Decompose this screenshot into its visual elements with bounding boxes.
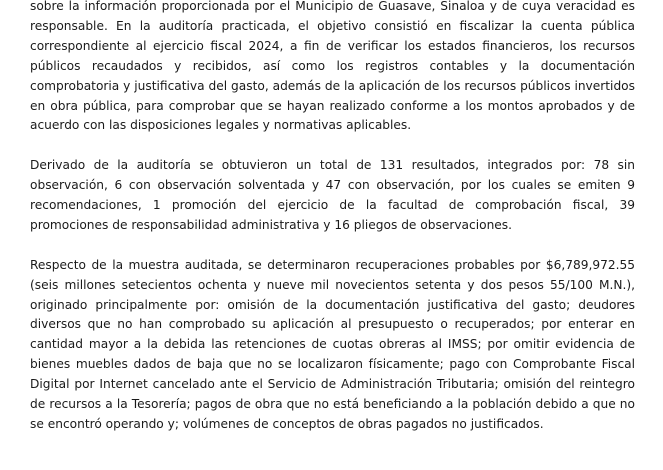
paragraph-audit-objective: sobre la información proporcionada por el Municipio de Guasave, Sinaloa y de cuya veracidad es responsable. En la auditoría practicada, el objetivo consistió en fiscalizar la cuenta pública correspondiente al ejercicio fiscal 2024, a fin de verificar los estados financieros, los recursos públicos recaudados y recibidos, así como los registros contables y la documentación comprobatoria y justificativa del gasto, además de la aplicación de los recursos públicos invertidos en obra pública, para comprobar que se hayan realizado conforme a los montos aprobados y de acuerdo con las disposiciones legales y normativas aplicables. [30,0,635,133]
document-body [30,0,635,435]
paragraph-recoveries: Respecto de la muestra auditada, se determinaron recuperaciones probables por $6,789,972.55 (seis millones setecientos ochenta y nueve mil novecientos setenta y dos pesos 55/100 M.N.), originado principalmente por: omisión de la documentación justificativa del gasto; deudores diversos que no han comprobado su aplicación al presupuesto o recuperados; por enterar en cantidad mayor a la debida las retenciones de cuotas obreras al IMSS; por omitir evidencia de bienes muebles dados de baja que no se localizaron físicamente; pago con Comprobante Fiscal Digital por Internet cancelado ante el Servicio de Administración Tributaria; omisión del reintegro de recursos a la Tesorería; pagos de obra que no está beneficiando a la población debido a que no se encontró operando y; volúmenes de conceptos de obras pagados no justificados. [30,257,635,431]
paragraph-audit-results: Derivado de la auditoría se obtuvieron un total de 131 resultados, integrados por: 78 sin observación, 6 con observación solventada y 47 con observación, por los cuales se emiten 9 recomendaciones, 1 promoción del ejercicio de la facultad de comprobación fiscal, 39 promociones de responsabilidad administrativa y 16 pliegos de observaciones. [30,158,635,232]
